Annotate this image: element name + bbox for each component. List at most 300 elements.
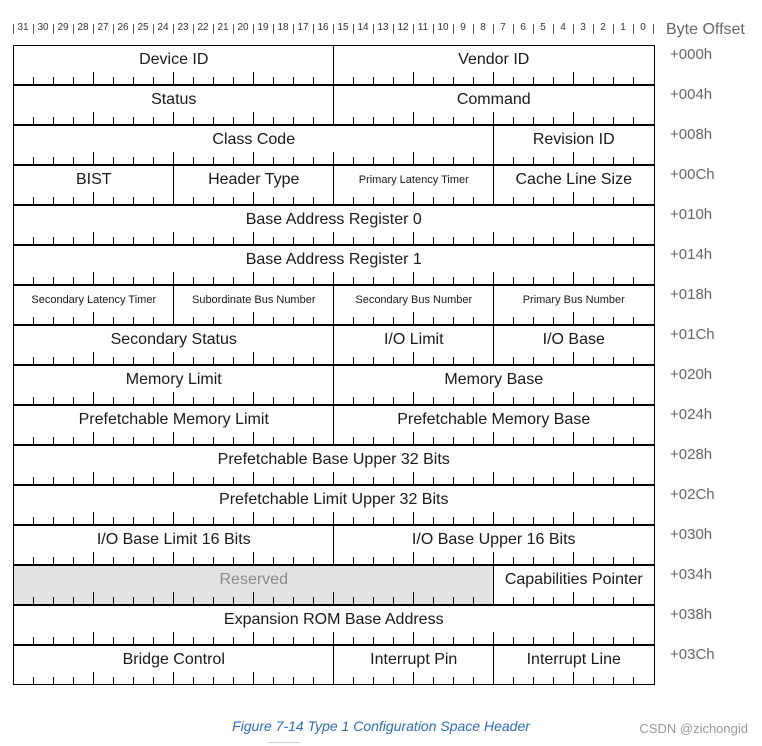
bit-number-7: 7 xyxy=(500,22,506,33)
byte-offset-header: Byte Offset xyxy=(666,21,745,38)
bit-tick xyxy=(513,237,514,244)
bit-tick xyxy=(73,237,74,244)
register-field xyxy=(13,285,175,325)
bit-separator xyxy=(113,24,114,34)
bit-tick xyxy=(93,72,94,84)
register-field xyxy=(333,85,655,125)
bit-tick xyxy=(553,597,554,604)
bit-tick xyxy=(33,237,34,244)
bit-tick xyxy=(313,277,314,284)
bit-tick xyxy=(573,192,574,204)
bit-tick xyxy=(473,517,474,524)
bit-tick xyxy=(393,517,394,524)
bit-tick xyxy=(553,277,554,284)
bit-tick xyxy=(153,317,154,324)
bit-separator xyxy=(133,24,134,34)
bit-tick xyxy=(613,277,614,284)
bit-tick xyxy=(553,237,554,244)
bit-tick xyxy=(593,477,594,484)
bit-tick xyxy=(353,117,354,124)
bit-tick xyxy=(273,677,274,684)
bit-tick xyxy=(73,637,74,644)
bit-tick xyxy=(93,472,94,484)
bit-tick xyxy=(433,517,434,524)
bit-tick xyxy=(133,197,134,204)
bit-tick xyxy=(93,352,94,364)
bit-tick xyxy=(193,597,194,604)
bit-tick xyxy=(133,517,134,524)
bit-tick xyxy=(193,197,194,204)
bit-tick xyxy=(233,237,234,244)
bit-tick xyxy=(513,77,514,84)
bit-tick xyxy=(73,477,74,484)
bit-tick xyxy=(553,317,554,324)
bit-tick xyxy=(373,397,374,404)
register-field-label: Base Address Register 0 xyxy=(245,211,422,228)
bit-tick xyxy=(213,317,214,324)
bit-tick xyxy=(593,437,594,444)
bit-tick xyxy=(353,397,354,404)
register-row xyxy=(13,125,653,165)
bit-tick xyxy=(573,552,574,564)
bit-tick xyxy=(53,77,54,84)
bit-tick xyxy=(73,517,74,524)
register-field xyxy=(493,165,655,205)
bit-separator xyxy=(373,24,374,34)
bit-tick xyxy=(433,357,434,364)
bit-tick xyxy=(193,317,194,324)
bit-tick xyxy=(573,352,574,364)
bit-tick xyxy=(113,597,114,604)
bit-tick xyxy=(573,392,574,404)
register-row xyxy=(13,445,653,485)
bit-number-16: 16 xyxy=(317,22,329,33)
bit-tick xyxy=(293,317,294,324)
bit-tick xyxy=(433,477,434,484)
register-field-label: Base Address Register 1 xyxy=(245,251,422,268)
bit-tick xyxy=(433,597,434,604)
register-field-label: Command xyxy=(456,91,531,108)
bit-tick xyxy=(153,237,154,244)
bit-tick xyxy=(633,277,634,284)
bit-tick xyxy=(153,477,154,484)
bit-tick xyxy=(273,357,274,364)
register-row xyxy=(13,605,653,645)
bit-tick xyxy=(613,157,614,164)
register-row xyxy=(13,405,653,445)
bit-tick xyxy=(493,552,494,564)
bit-tick xyxy=(453,437,454,444)
bit-tick xyxy=(93,512,94,524)
bit-tick xyxy=(613,117,614,124)
bit-number-10: 10 xyxy=(437,22,449,33)
bit-tick xyxy=(413,432,414,444)
register-field xyxy=(493,325,655,365)
bit-tick xyxy=(473,677,474,684)
bit-tick xyxy=(413,272,414,284)
bit-tick xyxy=(333,632,334,644)
register-field xyxy=(13,245,655,285)
bit-tick xyxy=(513,477,514,484)
bit-tick xyxy=(413,672,414,684)
register-field xyxy=(13,125,495,165)
bit-tick xyxy=(33,317,34,324)
register-row xyxy=(13,165,653,205)
bit-tick xyxy=(613,557,614,564)
bit-tick xyxy=(493,392,494,404)
bit-separator xyxy=(293,24,294,34)
bit-tick xyxy=(213,637,214,644)
register-field xyxy=(13,365,335,405)
register-field-label: BIST xyxy=(75,171,112,188)
bit-tick xyxy=(233,317,234,324)
byte-offset-label: +014h xyxy=(670,246,713,263)
byte-offset-label: +03Ch xyxy=(670,646,715,663)
bit-tick xyxy=(353,77,354,84)
bit-tick xyxy=(53,197,54,204)
bit-tick xyxy=(553,117,554,124)
bit-tick xyxy=(513,357,514,364)
bit-tick xyxy=(273,157,274,164)
bit-tick xyxy=(513,637,514,644)
bit-tick xyxy=(373,437,374,444)
bit-tick xyxy=(513,117,514,124)
bit-tick xyxy=(633,237,634,244)
bit-number-1: 1 xyxy=(620,22,626,33)
bit-tick xyxy=(593,117,594,124)
bit-tick xyxy=(633,637,634,644)
bit-tick xyxy=(473,317,474,324)
bit-tick xyxy=(493,632,494,644)
bit-tick xyxy=(253,192,254,204)
bit-tick xyxy=(73,357,74,364)
bit-number-17: 17 xyxy=(297,22,309,33)
bit-number-21: 21 xyxy=(217,22,229,33)
bit-tick xyxy=(433,197,434,204)
bit-tick xyxy=(613,357,614,364)
bit-tick xyxy=(213,477,214,484)
register-field-label: Secondary Bus Number xyxy=(355,294,473,306)
register-field-label: Secondary Status xyxy=(110,331,237,348)
bit-tick xyxy=(453,277,454,284)
bit-tick xyxy=(433,677,434,684)
register-field-label: Capabilities Pointer xyxy=(504,571,643,588)
bit-separator xyxy=(433,24,434,34)
bit-tick xyxy=(313,477,314,484)
bit-tick xyxy=(173,352,174,364)
bit-tick xyxy=(253,352,254,364)
bit-tick xyxy=(353,597,354,604)
bit-tick xyxy=(433,637,434,644)
bit-tick xyxy=(173,472,174,484)
bit-tick xyxy=(93,272,94,284)
bit-tick xyxy=(433,437,434,444)
bit-tick xyxy=(53,637,54,644)
bit-tick xyxy=(193,277,194,284)
bit-number-25: 25 xyxy=(137,22,149,33)
bit-tick xyxy=(73,77,74,84)
bit-tick xyxy=(273,477,274,484)
bit-tick xyxy=(633,557,634,564)
bit-tick xyxy=(573,312,574,324)
bit-tick xyxy=(373,557,374,564)
bit-tick xyxy=(173,112,174,124)
bit-number-4: 4 xyxy=(560,22,566,33)
bit-tick xyxy=(313,237,314,244)
bit-number-8: 8 xyxy=(480,22,486,33)
bit-tick xyxy=(253,272,254,284)
byte-offset-label: +01Ch xyxy=(670,326,715,343)
bit-tick xyxy=(313,197,314,204)
bit-tick xyxy=(53,277,54,284)
bit-tick xyxy=(493,112,494,124)
bit-tick xyxy=(53,157,54,164)
bit-tick xyxy=(573,152,574,164)
bit-tick xyxy=(53,317,54,324)
bit-separator xyxy=(573,24,574,34)
bit-number-5: 5 xyxy=(540,22,546,33)
bit-tick xyxy=(573,512,574,524)
bit-tick xyxy=(33,197,34,204)
bit-tick xyxy=(473,117,474,124)
bit-tick xyxy=(393,197,394,204)
bit-tick xyxy=(593,517,594,524)
bit-tick xyxy=(173,392,174,404)
register-field-label: I/O Limit xyxy=(383,331,444,348)
bit-tick xyxy=(253,552,254,564)
bit-separator xyxy=(653,24,654,34)
bit-tick xyxy=(213,277,214,284)
bit-tick xyxy=(93,392,94,404)
bit-tick xyxy=(133,357,134,364)
bit-separator xyxy=(613,24,614,34)
register-field xyxy=(13,205,655,245)
bit-number-14: 14 xyxy=(357,22,369,33)
register-field-label: Cache Line Size xyxy=(515,171,632,188)
bit-tick xyxy=(273,637,274,644)
bit-tick xyxy=(293,597,294,604)
bit-tick xyxy=(373,157,374,164)
bit-tick xyxy=(193,237,194,244)
register-field-label: Memory Base xyxy=(444,371,544,388)
bit-tick xyxy=(93,552,94,564)
bit-tick xyxy=(453,317,454,324)
register-field xyxy=(13,325,335,365)
bit-tick xyxy=(573,72,574,84)
bit-tick xyxy=(193,357,194,364)
register-field-label: Device ID xyxy=(139,51,209,68)
bit-tick xyxy=(293,77,294,84)
register-field-label: Prefetchable Base Upper 32 Bits xyxy=(217,451,450,468)
register-field xyxy=(333,405,655,445)
bit-tick xyxy=(513,517,514,524)
bit-number-29: 29 xyxy=(57,22,69,33)
bit-number-11: 11 xyxy=(417,22,429,33)
bit-tick xyxy=(233,397,234,404)
bit-tick xyxy=(433,77,434,84)
bit-tick xyxy=(193,517,194,524)
register-row xyxy=(13,245,653,285)
bit-tick xyxy=(153,77,154,84)
bit-tick xyxy=(353,357,354,364)
bit-tick xyxy=(193,117,194,124)
bit-tick xyxy=(173,232,174,244)
bit-tick xyxy=(533,557,534,564)
bit-tick xyxy=(133,557,134,564)
register-field xyxy=(13,525,335,565)
figure-caption: Figure 7-14 Type 1 Configuration Space Header xyxy=(232,718,530,734)
bit-tick xyxy=(313,357,314,364)
bit-tick xyxy=(393,117,394,124)
bit-tick xyxy=(273,397,274,404)
bit-tick xyxy=(193,477,194,484)
register-field xyxy=(13,85,335,125)
register-field xyxy=(13,45,335,85)
bit-separator xyxy=(453,24,454,34)
bit-tick xyxy=(393,677,394,684)
bit-tick xyxy=(633,677,634,684)
bit-tick xyxy=(373,317,374,324)
bit-tick xyxy=(233,77,234,84)
bit-tick xyxy=(133,477,134,484)
bit-tick xyxy=(373,117,374,124)
bit-tick xyxy=(153,437,154,444)
bit-tick xyxy=(153,677,154,684)
bit-tick xyxy=(473,77,474,84)
bit-tick xyxy=(453,557,454,564)
bit-tick xyxy=(593,357,594,364)
register-row xyxy=(13,525,653,565)
bit-tick xyxy=(253,72,254,84)
bit-tick xyxy=(113,477,114,484)
bit-separator xyxy=(493,24,494,34)
bit-tick xyxy=(353,637,354,644)
bit-separator xyxy=(393,24,394,34)
bit-tick xyxy=(553,557,554,564)
bit-tick xyxy=(393,277,394,284)
bit-tick xyxy=(393,237,394,244)
bit-tick xyxy=(413,312,414,324)
register-field-label: I/O Base Limit 16 Bits xyxy=(96,531,251,548)
bit-number-26: 26 xyxy=(117,22,129,33)
bit-tick xyxy=(193,677,194,684)
bit-tick xyxy=(293,517,294,524)
bit-tick xyxy=(313,517,314,524)
bit-number-2: 2 xyxy=(600,22,606,33)
bit-number-15: 15 xyxy=(337,22,349,33)
bit-tick xyxy=(413,512,414,524)
bit-tick xyxy=(413,552,414,564)
register-field xyxy=(493,125,655,165)
bit-tick xyxy=(93,592,94,604)
bit-separator xyxy=(473,24,474,34)
bit-number-6: 6 xyxy=(520,22,526,33)
bit-tick xyxy=(473,557,474,564)
bit-tick xyxy=(233,597,234,604)
byte-offset-label: +028h xyxy=(670,446,713,463)
register-row xyxy=(13,365,653,405)
bit-tick xyxy=(553,517,554,524)
bit-tick xyxy=(153,597,154,604)
bit-number-28: 28 xyxy=(77,22,89,33)
bit-tick xyxy=(53,557,54,564)
bit-tick xyxy=(133,157,134,164)
bit-tick xyxy=(513,197,514,204)
bit-tick xyxy=(433,317,434,324)
bit-tick xyxy=(433,157,434,164)
bit-tick xyxy=(553,397,554,404)
register-field-label: Prefetchable Memory Limit xyxy=(78,411,269,428)
bit-tick xyxy=(113,397,114,404)
bit-tick xyxy=(373,517,374,524)
bit-tick xyxy=(173,432,174,444)
bit-number-0: 0 xyxy=(640,22,646,33)
register-field-label: Status xyxy=(151,91,197,108)
bit-tick xyxy=(153,157,154,164)
bit-tick xyxy=(293,477,294,484)
bit-number-24: 24 xyxy=(157,22,169,33)
bit-tick xyxy=(133,437,134,444)
bit-tick xyxy=(373,77,374,84)
bit-tick xyxy=(413,392,414,404)
bit-tick xyxy=(213,357,214,364)
caption-underline xyxy=(268,742,300,743)
bit-tick xyxy=(453,77,454,84)
bit-tick xyxy=(213,197,214,204)
bit-tick xyxy=(133,317,134,324)
bit-separator xyxy=(53,24,54,34)
byte-offset-label: +030h xyxy=(670,526,713,543)
register-field-label: Expansion ROM Base Address xyxy=(223,611,444,628)
bit-tick xyxy=(433,117,434,124)
bit-tick xyxy=(593,77,594,84)
bit-tick xyxy=(353,277,354,284)
bit-tick xyxy=(273,237,274,244)
bit-tick xyxy=(53,397,54,404)
bit-tick xyxy=(153,357,154,364)
register-field-label: Prefetchable Memory Base xyxy=(397,411,591,428)
register-row xyxy=(13,565,653,605)
bit-tick xyxy=(33,637,34,644)
bit-tick xyxy=(333,512,334,524)
bit-tick xyxy=(33,77,34,84)
bit-tick xyxy=(453,517,454,524)
register-field-label: Reserved xyxy=(219,571,288,588)
bit-tick xyxy=(533,197,534,204)
bit-tick xyxy=(233,637,234,644)
register-field xyxy=(493,285,655,325)
bit-tick xyxy=(193,157,194,164)
bit-tick xyxy=(593,317,594,324)
bit-tick xyxy=(553,77,554,84)
bit-tick xyxy=(413,592,414,604)
bit-tick xyxy=(33,357,34,364)
register-field xyxy=(13,605,655,645)
bit-tick xyxy=(173,672,174,684)
bit-tick xyxy=(533,117,534,124)
bit-tick xyxy=(553,477,554,484)
bit-tick xyxy=(213,557,214,564)
bit-tick xyxy=(253,632,254,644)
bit-tick xyxy=(153,277,154,284)
bit-number-20: 20 xyxy=(237,22,249,33)
bit-tick xyxy=(413,112,414,124)
bit-tick xyxy=(53,677,54,684)
bit-tick xyxy=(353,517,354,524)
bit-tick xyxy=(193,437,194,444)
bit-tick xyxy=(433,277,434,284)
bit-tick xyxy=(553,637,554,644)
